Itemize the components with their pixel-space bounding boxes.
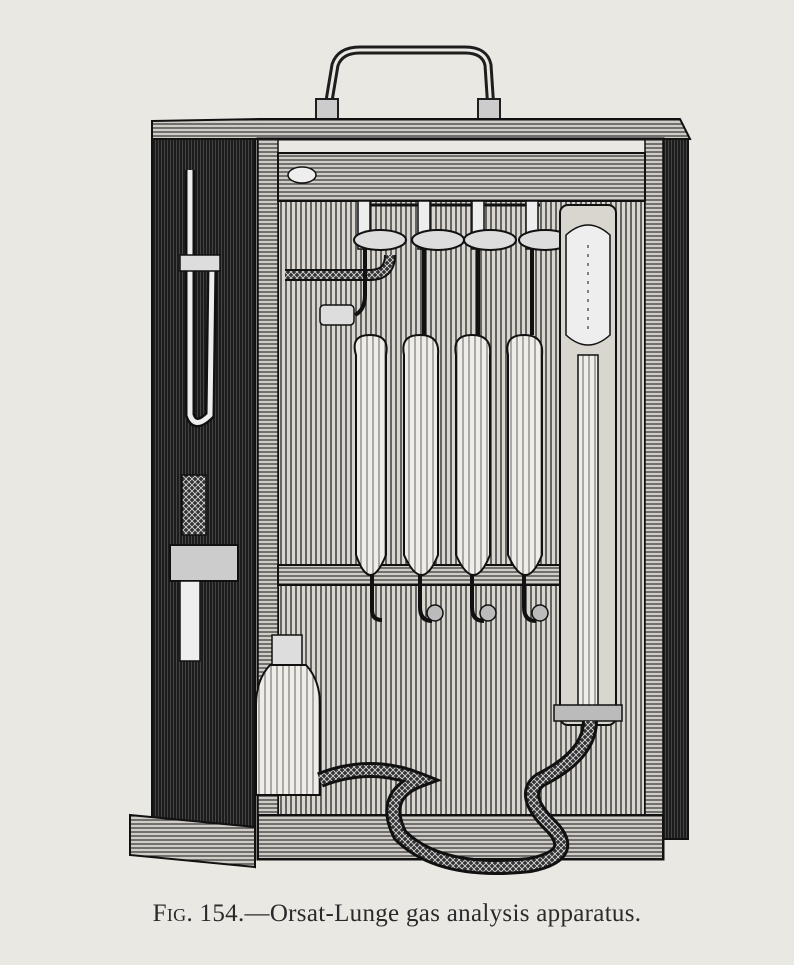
figure-caption [0,900,794,928]
figure-label: Fig. 154. [152,900,245,927]
apparatus-illustration [120,35,700,875]
figure-caption-text: —Orsat-Lunge gas analysis apparatus. [244,900,642,927]
measuring-burette [554,205,622,725]
carry-handle [316,50,500,125]
